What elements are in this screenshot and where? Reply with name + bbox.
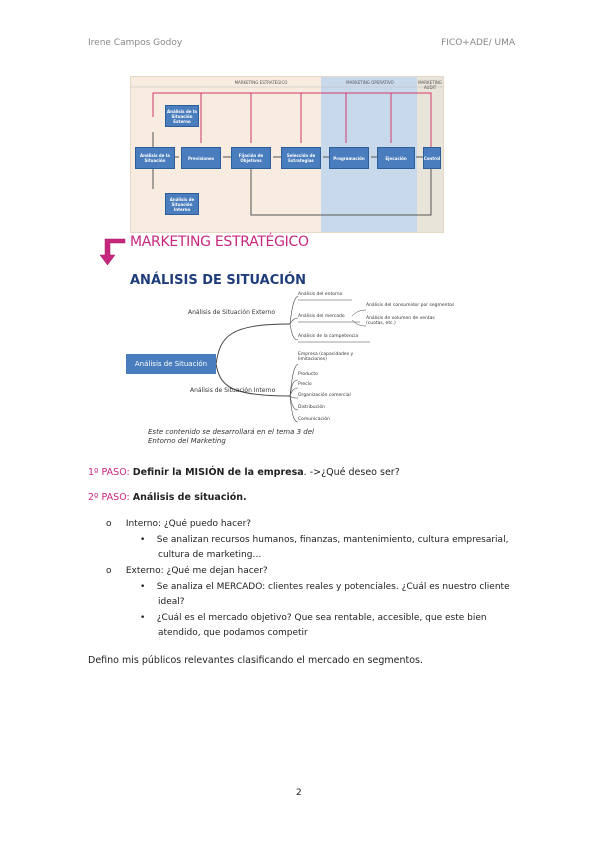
list-item-interno-detail: • Se analizan recursos humanos, finanzas, mantenimiento, cultura empresarial, [140, 535, 509, 545]
mindmap-int-item: Precio [298, 382, 312, 387]
paso-1: 1º PASO: Definir la MISIÓN de la empresa. ->¿Qué deseo ser? [88, 467, 400, 478]
box-programacion: Programación [329, 147, 369, 169]
box-ejecucion: Ejecución [377, 147, 415, 169]
final-paragraph: Defino mis públicos relevantes clasificando el mercado en segmentos. [88, 655, 423, 666]
mindmap-int-item: Organización comercial [298, 393, 351, 398]
list-item-interno: o Interno: ¿Qué puedo hacer? [106, 519, 252, 529]
box-seleccion-estrategias: Selección de Estrategias [281, 147, 321, 169]
list-item-externo-detail: • Se analiza el MERCADO: clientes reales y potenciales. ¿Cuál es nuestro cliente [140, 582, 510, 592]
paso-1-label: 1º PASO [88, 467, 127, 478]
mindmap-note: Este contenido se desarrollará en el tema 3 del Entorno del Marketing [148, 428, 314, 445]
mindmap-ext-item: Análisis de la competencia [298, 334, 359, 339]
header-course: FICO+ADE/ UMA [441, 38, 515, 48]
marketing-process-diagram [130, 76, 444, 233]
box-previsiones: Previsiones [181, 147, 221, 169]
box-fijacion-objetivos: Fijación de Objetivos [231, 147, 271, 169]
box-analisis-interno: Análisis de Situación Interno [165, 193, 199, 215]
paso-2-bold: Análisis de situación. [132, 492, 247, 503]
section-audit: MARKETING AUDIT [418, 80, 442, 90]
list-item-externo: o Externo: ¿Qué me dejan hacer? [106, 566, 268, 576]
mindmap-int-item: Comunicación [298, 417, 330, 422]
section-estrategico: MARKETING ESTRATÉGICO [234, 80, 288, 85]
page-number: 2 [296, 788, 302, 798]
mindmap-center-node: Análisis de Situación [126, 354, 216, 374]
mindmap-mercado-item: Análisis de volumen de ventas (cuotas, etc.) [366, 316, 435, 326]
section-operativo: MARKETING OPERATIVO [346, 80, 394, 85]
list-item-externo-detail-2-cont: atendido, que podamos competir [158, 628, 308, 638]
paso-2-label: 2º PASO [88, 492, 127, 503]
paso-1-rest: . ->¿Qué deseo ser? [303, 467, 400, 478]
mindmap-ext-item: Análisis del mercado [298, 314, 345, 319]
mindmap-ext-item: Análisis del entorno [298, 292, 343, 297]
paso-2: 2º PASO: Análisis de situación. [88, 492, 247, 503]
analisis-situacion-heading: ANÁLISIS DE SITUACIÓN [130, 273, 307, 288]
mindmap-interno-node: Análisis de Situación Interno [190, 387, 276, 394]
header-author: Irene Campos Godoy [88, 38, 183, 48]
down-arrow-icon [100, 236, 126, 272]
mindmap-externo-node: Análisis de Situación Externo [188, 309, 276, 316]
analisis-situacion-mindmap [120, 286, 455, 456]
paso-1-bold: Definir la MISIÓN de la empresa [132, 467, 304, 478]
mindmap-int-item: Producto [298, 372, 318, 377]
list-item-externo-detail-cont: ideal? [158, 597, 185, 607]
list-item-interno-detail-cont: cultura de marketing… [158, 550, 262, 560]
mindmap-int-item: Distribución [298, 405, 325, 410]
mindmap-int-item: Empresa (capacidades y limitaciones) [298, 352, 354, 362]
box-control: Control [423, 147, 441, 169]
marketing-estrategico-heading: MARKETING ESTRATÉGICO [130, 234, 309, 250]
mindmap-mercado-item: Análisis del consumidor por segmentos [366, 303, 455, 308]
box-analisis-situacion: Análisis de la Situación [135, 147, 175, 169]
box-analisis-externo: Análisis de la Situación Externo [165, 105, 199, 127]
list-item-externo-detail-2: • ¿Cuál es el mercado objetivo? Que sea rentable, accesible, que este bien [140, 613, 487, 623]
